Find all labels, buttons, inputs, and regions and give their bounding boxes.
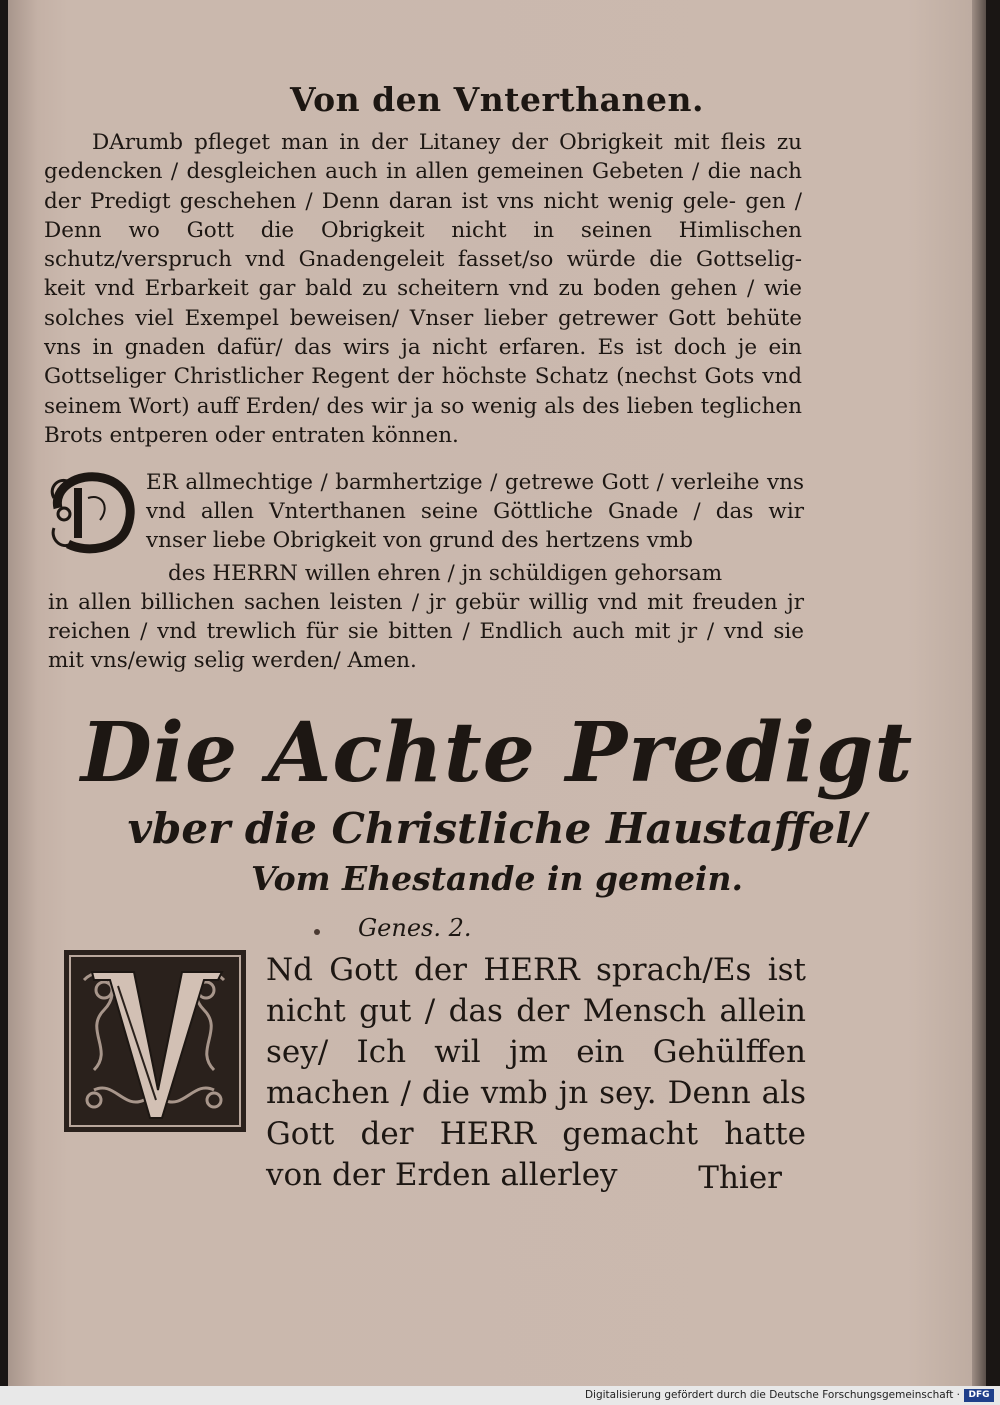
- prayer-line-herrn: des HERRN willen ehren / jn schüldigen gehorsam: [168, 561, 723, 586]
- bible-reference: Genes. 2.: [358, 914, 472, 942]
- genesis-text: Nd Gott der HERR sprach/Es ist nicht gut / das der Mensch allein sey/ Ich wil jm ein Gehülffen machen / die vmb jn sey. Denn als Gott der HERR gemacht hatte von der Erden allerley: [266, 952, 806, 1193]
- running-title: Von den Vnterthanen.: [290, 80, 704, 119]
- sermon-heading: Die Achte Predigt: [80, 705, 914, 801]
- scanned-page: [8, 0, 986, 1386]
- woodcut-initial-v: [64, 950, 246, 1132]
- catchword: Thier: [698, 1160, 782, 1196]
- ink-dot: [314, 929, 320, 935]
- funding-notice: Digitalisierung gefördert durch die Deutsche Forschungsgemeinschaft ·: [584, 1389, 960, 1401]
- prayer-first-lines: ER allmechtige / barmhertzige / getrewe Gott / verleihe vns vnd allen Vnterthanen seine Göttliche Gnade / das wir vnser liebe Obrigkeit von grund des hertzens vmb: [146, 470, 804, 553]
- decorated-initial-d: [48, 468, 138, 554]
- dfg-logo: DFG: [964, 1389, 994, 1402]
- sermon-subheading: vber die Christliche Haustaffel/: [127, 804, 867, 853]
- paragraph-obrigkeit: DArumb pfleget man in der Litaney der Obrigkeit mit fleis zu gedencken / desgleichen auch in allen gemeinen Gebeten / die nach der Predigt geschehen / Denn daran ist vns nicht wenig gele- gen / Denn wo Gott die Obrigkeit nicht in seinen Himlischen schutz/verspruch vnd Gnadengeleit fasset/so würde die Gottselig- keit vnd Erbarkeit gar bald zu scheitern vnd zu boden gehen / wie solches viel Exempel beweisen/ Vnser lieber getrewer Gott behüte vns in gnaden dafür/ das wirs ja nicht erfaren. Es ist doch je ein Gottseliger Christlicher Regent der höchste Schatz (nechst Gots vnd seinem Wort) auff Erden/ des wir ja so wenig als des lieben teglichen Brots entperen oder entraten können.: [44, 130, 802, 448]
- prayer-closing: in allen billichen sachen leisten / jr gebür willig vnd mit freuden jr reichen / vnd trewlich für sie bitten / Endlich auch mit jr / vnd sie mit vns/ewig selig werden/ Amen.: [48, 590, 804, 673]
- footer-bar: [0, 1386, 1000, 1405]
- page-edge: [972, 0, 986, 1386]
- sermon-topic: Vom Ehestande in gemein.: [251, 859, 743, 898]
